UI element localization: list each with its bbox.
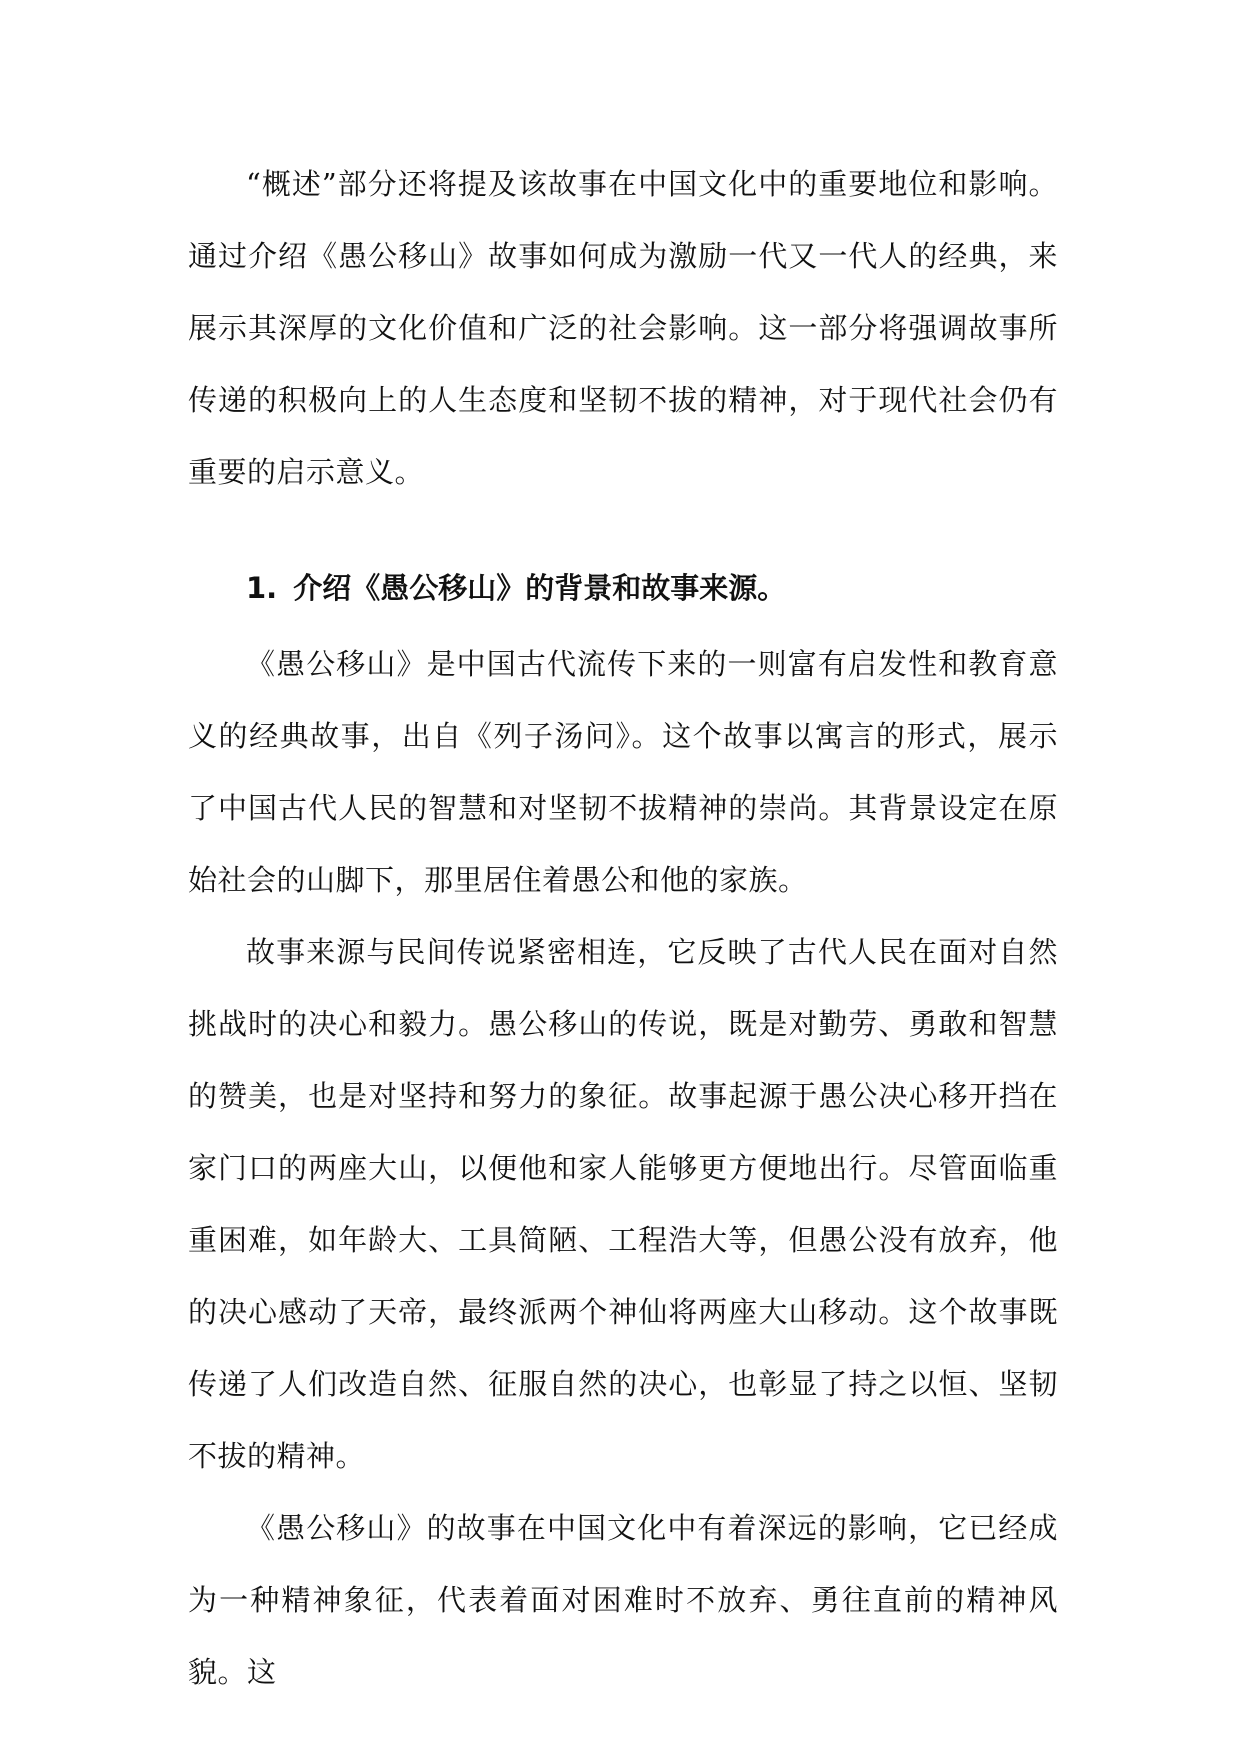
paragraph-overview-significance: “概述”部分还将提及该故事在中国文化中的重要地位和影响。通过介绍《愚公移山》故事如何成为激励一代又一代人的经典，来展示其深厚的文化价值和广泛的社会影响。这一部分将强调故事所传递的积极向上的人生态度和坚韧不拔的精神，对于现代社会仍有重要的启示意义。 bbox=[188, 167, 1058, 489]
section-number: 1. bbox=[246, 571, 278, 605]
paragraph-cultural-influence: 《愚公移山》的故事在中国文化中有着深远的影响，它已经成为一种精神象征，代表着面对困难时不放弃、勇往直前的精神风貌。这 bbox=[188, 1511, 1058, 1689]
paragraph-background: 《愚公移山》是中国古代流传下来的一则富有启发性和教育意义的经典故事，出自《列子汤问》。这个故事以寓言的形式，展示了中国古代人民的智慧和对坚韧不拔精神的崇尚。其背景设定在原始社会的山脚下，那里居住着愚公和他的家族。 bbox=[188, 647, 1058, 897]
section-title: 介绍《愚公移山》的背景和故事来源。 bbox=[293, 571, 787, 605]
document-page bbox=[188, 148, 1058, 1708]
section-heading bbox=[188, 552, 1058, 624]
paragraph-story-source: 故事来源与民间传说紧密相连，它反映了古代人民在面对自然挑战时的决心和毅力。愚公移山的传说，既是对勤劳、勇敢和智慧的赞美，也是对坚持和努力的象征。故事起源于愚公决心移开挡在家门口的两座大山，以便他和家人能够更方便地出行。尽管面临重重困难，如年龄大、工具简陋、工程浩大等，但愚公没有放弃，他的决心感动了天帝，最终派两个神仙将两座大山移动。这个故事既传递了人们改造自然、征服自然的决心，也彰显了持之以恒、坚韧不拔的精神。 bbox=[188, 935, 1058, 1473]
